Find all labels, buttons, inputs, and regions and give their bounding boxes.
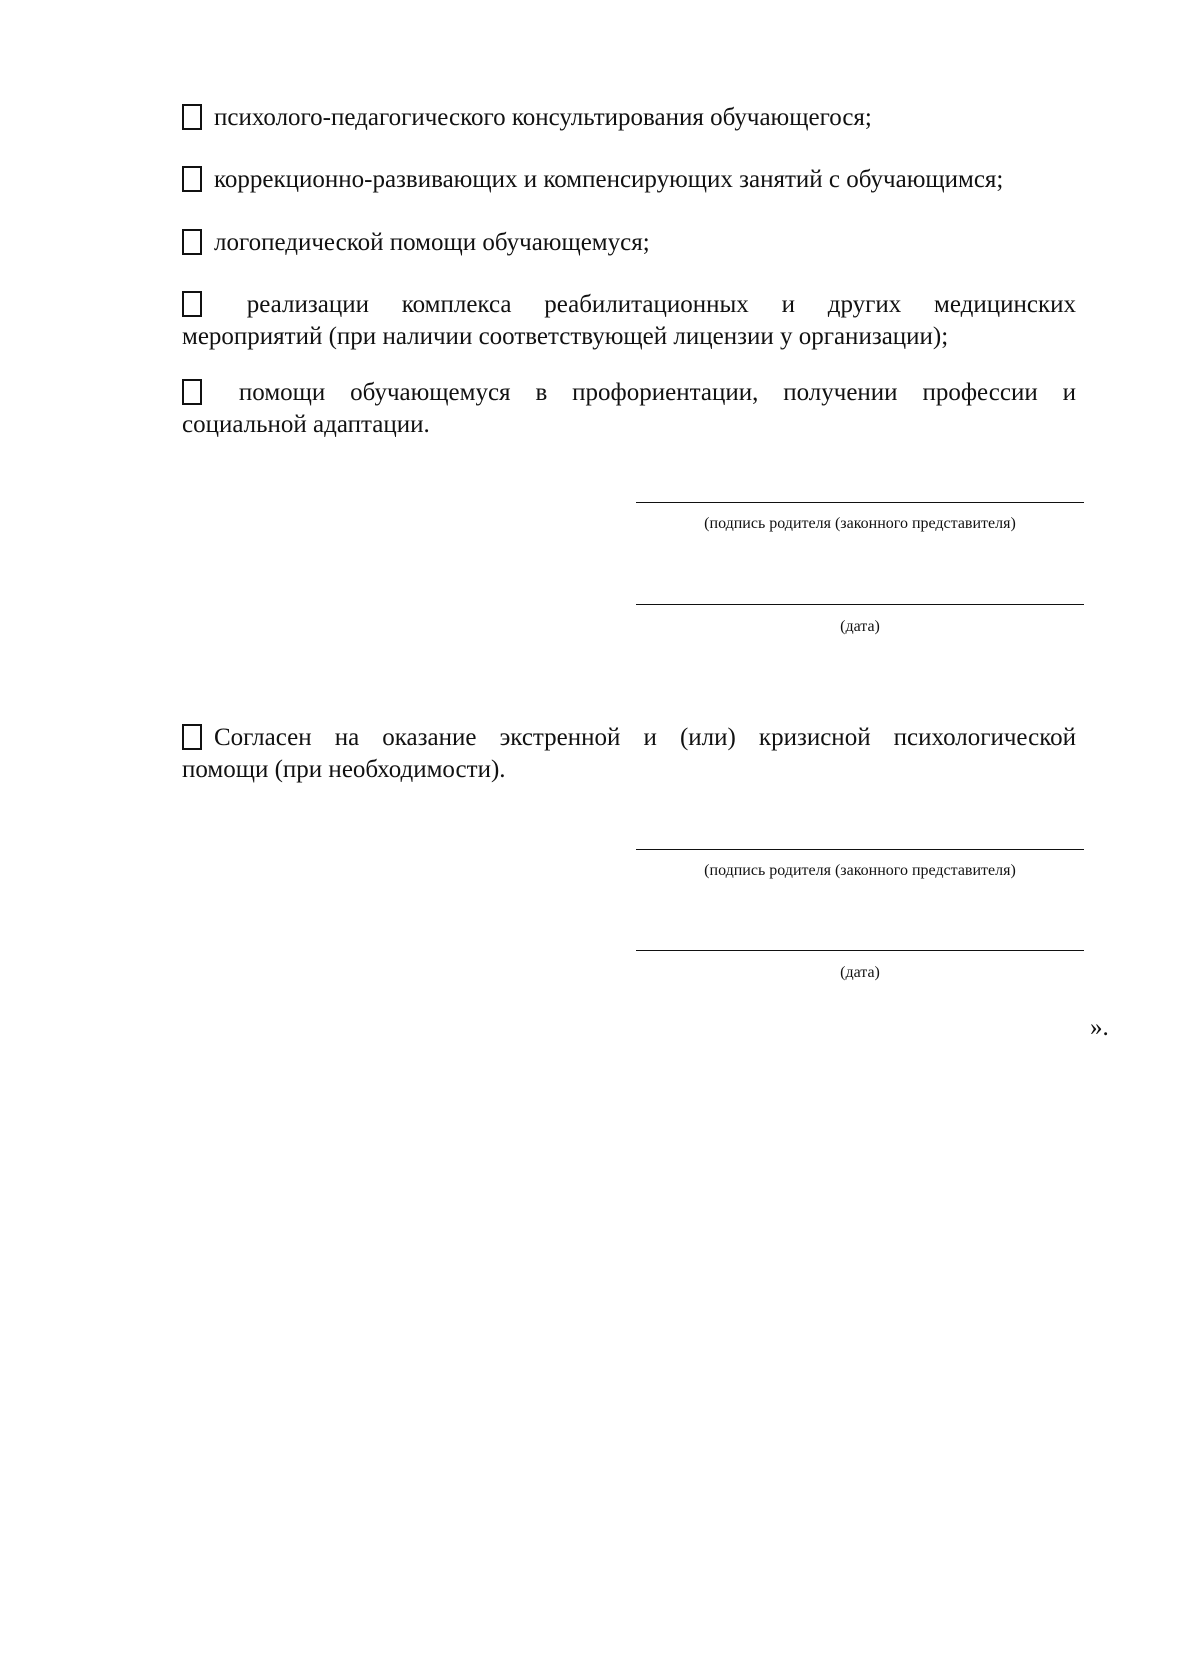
closing-quote: ». <box>1090 1014 1109 1041</box>
option-label-correction: коррекционно-развивающих и компенсирующих занятий с обучающимся; <box>214 166 1004 193</box>
option-label-rehabilitation-line2: мероприятий (при наличии соответствующей лицензии у организации); <box>182 323 949 350</box>
checkbox-consulting[interactable] <box>182 104 202 130</box>
checkbox-consent[interactable] <box>182 724 202 750</box>
option-label-rehabilitation-line1: реализации комплекса реабилитационных и других медицинских <box>246 291 1076 318</box>
service-option-correction <box>182 164 1076 196</box>
checkbox-correction[interactable] <box>182 166 202 192</box>
checkbox-speech-therapy[interactable] <box>182 229 202 255</box>
signature-caption-1: (подпись родителя (законного представителя) <box>704 515 1016 532</box>
date-caption-2: (дата) <box>840 964 880 981</box>
date-caption-1: (дата) <box>840 618 880 635</box>
signature-line-1[interactable] <box>636 502 1084 503</box>
signature-caption-2: (подпись родителя (законного представителя) <box>704 862 1016 879</box>
consent-crisis-help <box>182 722 1076 786</box>
signature-line-2[interactable] <box>636 849 1084 850</box>
service-option-career-guidance <box>182 377 1076 441</box>
service-option-rehabilitation <box>182 289 1076 353</box>
checkbox-career-guidance[interactable] <box>182 379 202 405</box>
service-option-speech-therapy <box>182 227 1076 259</box>
date-line-1[interactable] <box>636 604 1084 605</box>
option-label-consulting: психолого-педагогического консультирования обучающегося; <box>214 104 872 131</box>
consent-label-line1: Согласен на оказание экстренной и (или) кризисной психологической <box>214 724 1076 751</box>
date-line-2[interactable] <box>636 950 1084 951</box>
service-option-consulting <box>182 102 1076 134</box>
checkbox-rehabilitation[interactable] <box>182 291 202 317</box>
option-label-career-line2: социальной адаптации. <box>182 411 430 438</box>
option-label-speech-therapy: логопедической помощи обучающемуся; <box>214 229 650 256</box>
consent-label-line2: помощи (при необходимости). <box>182 756 506 783</box>
option-label-career-line1: помощи обучающемуся в профориентации, получении профессии и <box>238 379 1077 406</box>
